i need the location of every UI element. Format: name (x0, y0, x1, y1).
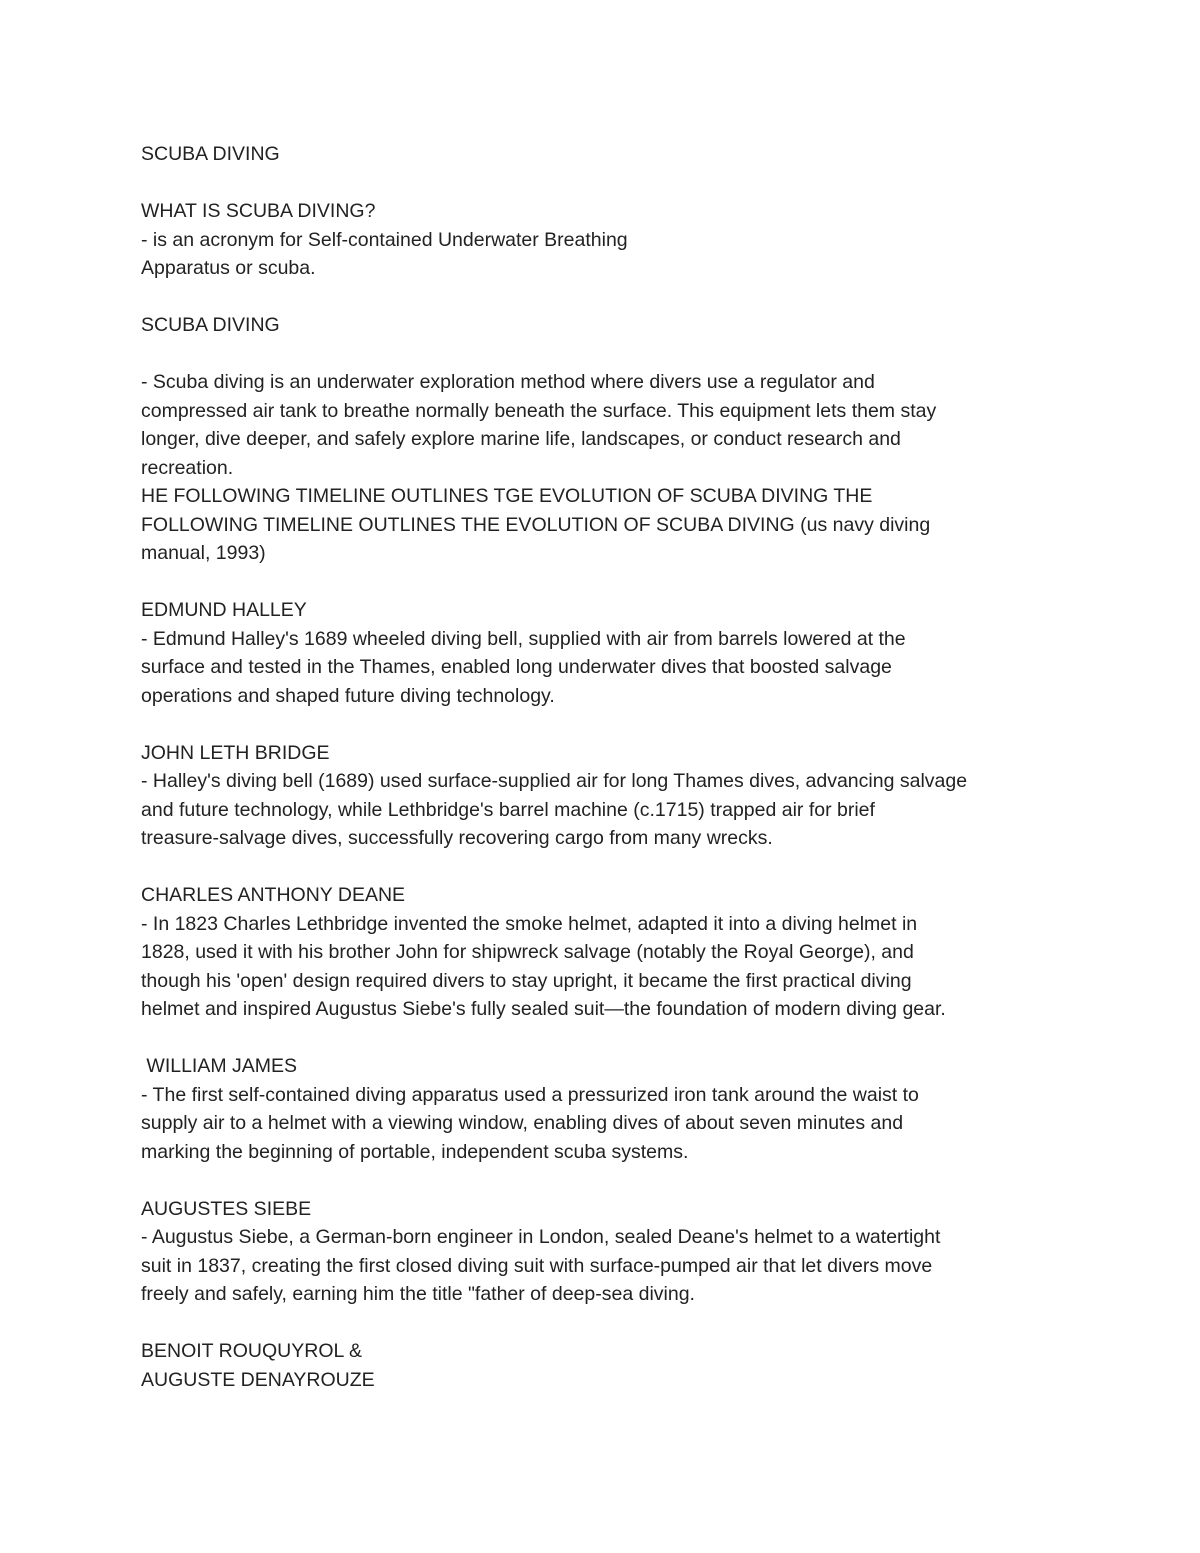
section-heading-deane: CHARLES ANTHONY DEANE (141, 884, 406, 906)
spacer (141, 340, 1071, 369)
paragraph-line: recreation. (141, 456, 234, 479)
spacer (141, 1309, 1071, 1338)
paragraph-line: - Edmund Halley's 1689 wheeled diving bell, supplied with air from barrels lowered at the (141, 627, 906, 650)
spacer (141, 710, 1071, 739)
paragraph-line: Apparatus or scuba. (141, 257, 316, 279)
spacer (141, 1166, 1071, 1195)
paragraph-line: compressed air tank to breathe normally beneath the surface. This equipment lets them stay (141, 399, 937, 422)
paragraph-line: - is an acronym for Self-contained Underwater Breathing (141, 228, 628, 251)
paragraph-line: manual, 1993) (141, 542, 266, 564)
section-heading-halley: EDMUND HALLEY (141, 599, 307, 621)
section-heading: SCUBA DIVING (141, 314, 280, 336)
paragraph-line: HE FOLLOWING TIMELINE OUTLINES TGE EVOLUTION OF SCUBA DIVING THE (141, 485, 873, 507)
paragraph-line: - In 1823 Charles Lethbridge invented the smoke helmet, adapted it into a diving helmet in (141, 912, 918, 935)
section-heading-denayrouze: AUGUSTE DENAYROUZE (141, 1368, 375, 1391)
section-heading-lethbridge: JOHN LETH BRIDGE (141, 741, 330, 764)
spacer (141, 169, 1071, 198)
spacer (141, 283, 1071, 312)
section-heading-siebe: AUGUSTES SIEBE (141, 1197, 312, 1220)
paragraph-line: helmet and inspired Augustus Siebe's fully sealed suit—the foundation of modern diving gear. (141, 998, 946, 1020)
section-heading-james: WILLIAM JAMES (141, 1055, 298, 1077)
spacer (141, 568, 1071, 597)
section-heading-rouquyrol: BENOIT ROUQUYROL & (141, 1340, 363, 1362)
paragraph-line: marking the beginning of portable, independent scuba systems. (141, 1140, 689, 1163)
paragraph-line: supply air to a helmet with a viewing window, enabling dives of about seven minutes and (141, 1112, 904, 1134)
paragraph-line: freely and safely, earning him the title "father of deep-sea diving. (141, 1283, 695, 1305)
paragraph-line: 1828, used it with his brother John for shipwreck salvage (notably the Royal George), and (141, 941, 914, 963)
paragraph-line: suit in 1837, creating the first closed diving suit with surface-pumped air that let divers move (141, 1254, 933, 1277)
paragraph-line: FOLLOWING TIMELINE OUTLINES THE EVOLUTION OF SCUBA DIVING (us navy diving (141, 513, 931, 536)
paragraph-line: - The first self-contained diving apparatus used a pressurized iron tank around the waist to (141, 1083, 919, 1106)
document-body (141, 140, 1071, 1394)
paragraph-line: surface and tested in the Thames, enabled long underwater dives that boosted salvage (141, 656, 892, 678)
paragraph-line: - Halley's diving bell (1689) used surface-supplied air for long Thames dives, advancing salvage (141, 770, 968, 792)
document-title: SCUBA DIVING (141, 143, 280, 165)
paragraph-line: - Scuba diving is an underwater exploration method where divers use a regulator and (141, 371, 875, 393)
paragraph-line: longer, dive deeper, and safely explore marine life, landscapes, or conduct research and (141, 428, 901, 450)
question-heading: WHAT IS SCUBA DIVING? (141, 200, 376, 222)
paragraph-line: operations and shaped future diving technology. (141, 684, 555, 707)
spacer (141, 1024, 1071, 1053)
paragraph-line: - Augustus Siebe, a German-born engineer in London, sealed Deane's helmet to a watertight (141, 1226, 941, 1248)
paragraph-line: treasure-salvage dives, successfully recovering cargo from many wrecks. (141, 827, 773, 849)
spacer (141, 853, 1071, 882)
paragraph-line: though his 'open' design required divers to stay upright, it became the first practical diving (141, 969, 912, 992)
paragraph-line: and future technology, while Lethbridge's barrel machine (c.1715) trapped air for brief (141, 798, 875, 821)
